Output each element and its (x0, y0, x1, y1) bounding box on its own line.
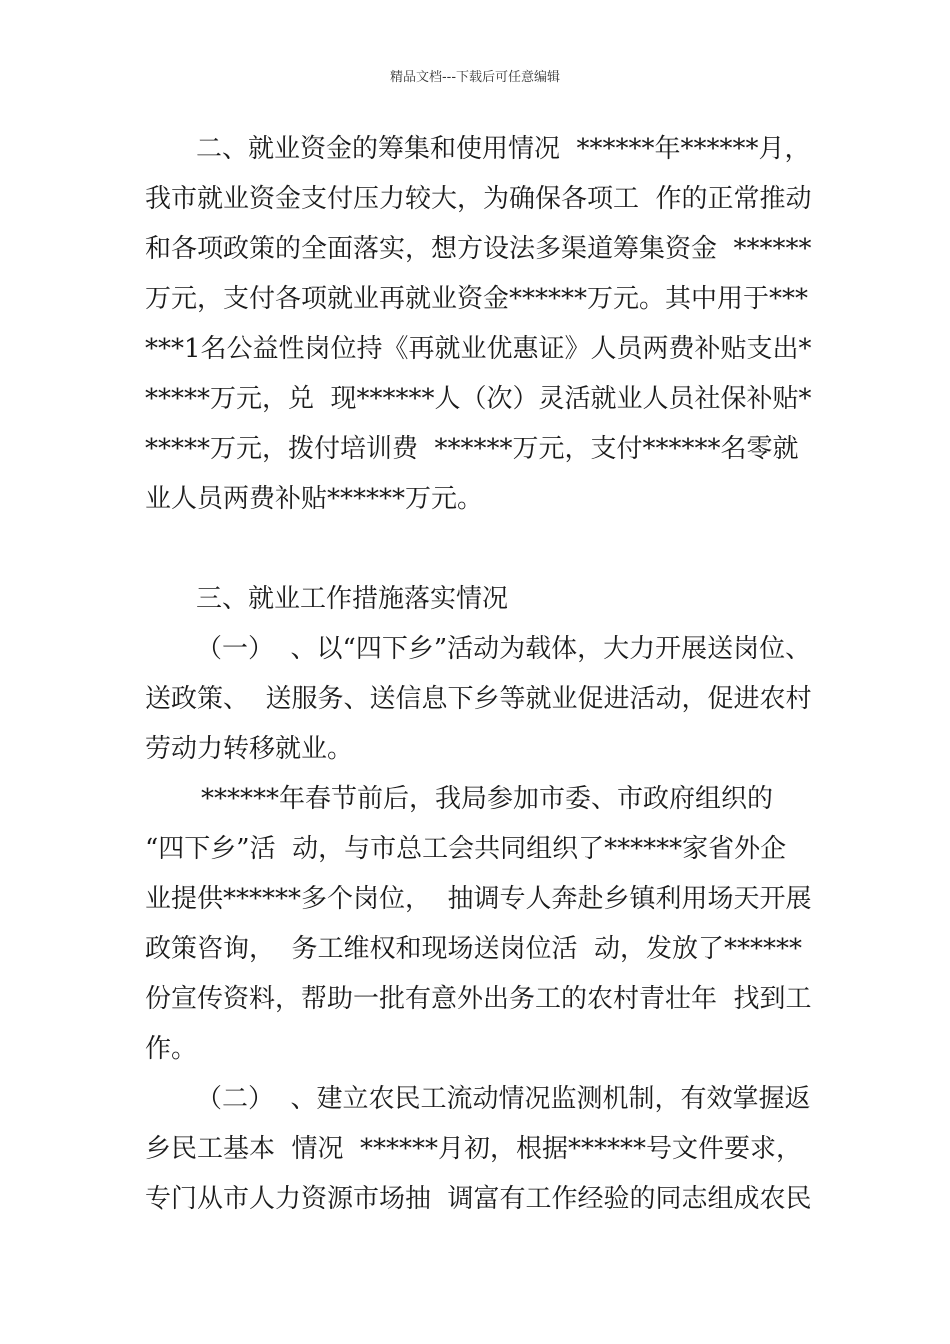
paragraph-line: 份宣传资料，帮助一批有意外出务工的农村青壮年 找到工 (145, 984, 812, 1014)
section-heading: 三、就业工作措施落实情况 (196, 584, 509, 614)
subsection-heading-line: 劳动力转移就业。 (145, 734, 354, 764)
subsection-heading-line: 送政策、 送服务、送信息下乡等就业促进活动，促进农村 (145, 684, 812, 714)
paragraph-line: 和各项政策的全面落实，想方设法多渠道筹集资金 ****** (145, 234, 812, 264)
paragraph-line: 作。 (145, 1034, 198, 1064)
paragraph-line: 专门从市人力资源市场抽 调富有工作经验的同志组成农民 (145, 1184, 812, 1214)
paragraph-line: 乡民工基本 情况 ******月初，根据******号文件要求， (145, 1134, 803, 1164)
paragraph-line: 万元，支付各项就业再就业资金******万元。其中用于*** (145, 284, 809, 314)
paragraph-line: 业人员两费补贴******万元。 (145, 484, 484, 514)
paragraph-line: 政策咨询， 务工维权和现场送岗位活 动，发放了****** (145, 934, 803, 964)
paragraph-line: ******年春节前后，我局参加市委、市政府组织的 (201, 784, 774, 814)
paragraph-line: *****万元，拨付培训费 ******万元，支付******名零就 (145, 434, 799, 464)
subsection-heading: （一） 、以“四下乡”活动为载体，大力开展送岗位、 (196, 634, 812, 664)
paragraph-line: ***1名公益性岗位持《再就业优惠证》人员两费补贴支出* (145, 334, 812, 364)
paragraph-line: 二、就业资金的筹集和使用情况 ******年******月， (196, 134, 811, 164)
paragraph-line: “四下乡”活 动，与市总工会共同组织了******家省外企 (145, 834, 787, 864)
paragraph-line: 业提供******多个岗位， 抽调专人奔赴乡镇利用场天开展 (145, 884, 812, 914)
subsection-heading: （二） 、建立农民工流动情况监测机制，有效掌握返 (196, 1084, 811, 1114)
paragraph-line: *****万元，兑 现******人（次）灵活就业人员社保补贴* (145, 384, 812, 414)
page-header: 精品文档---下载后可任意编辑 (389, 70, 561, 85)
paragraph-line: 我市就业资金支付压力较大，为确保各项工 作的正常推动 (145, 184, 812, 214)
